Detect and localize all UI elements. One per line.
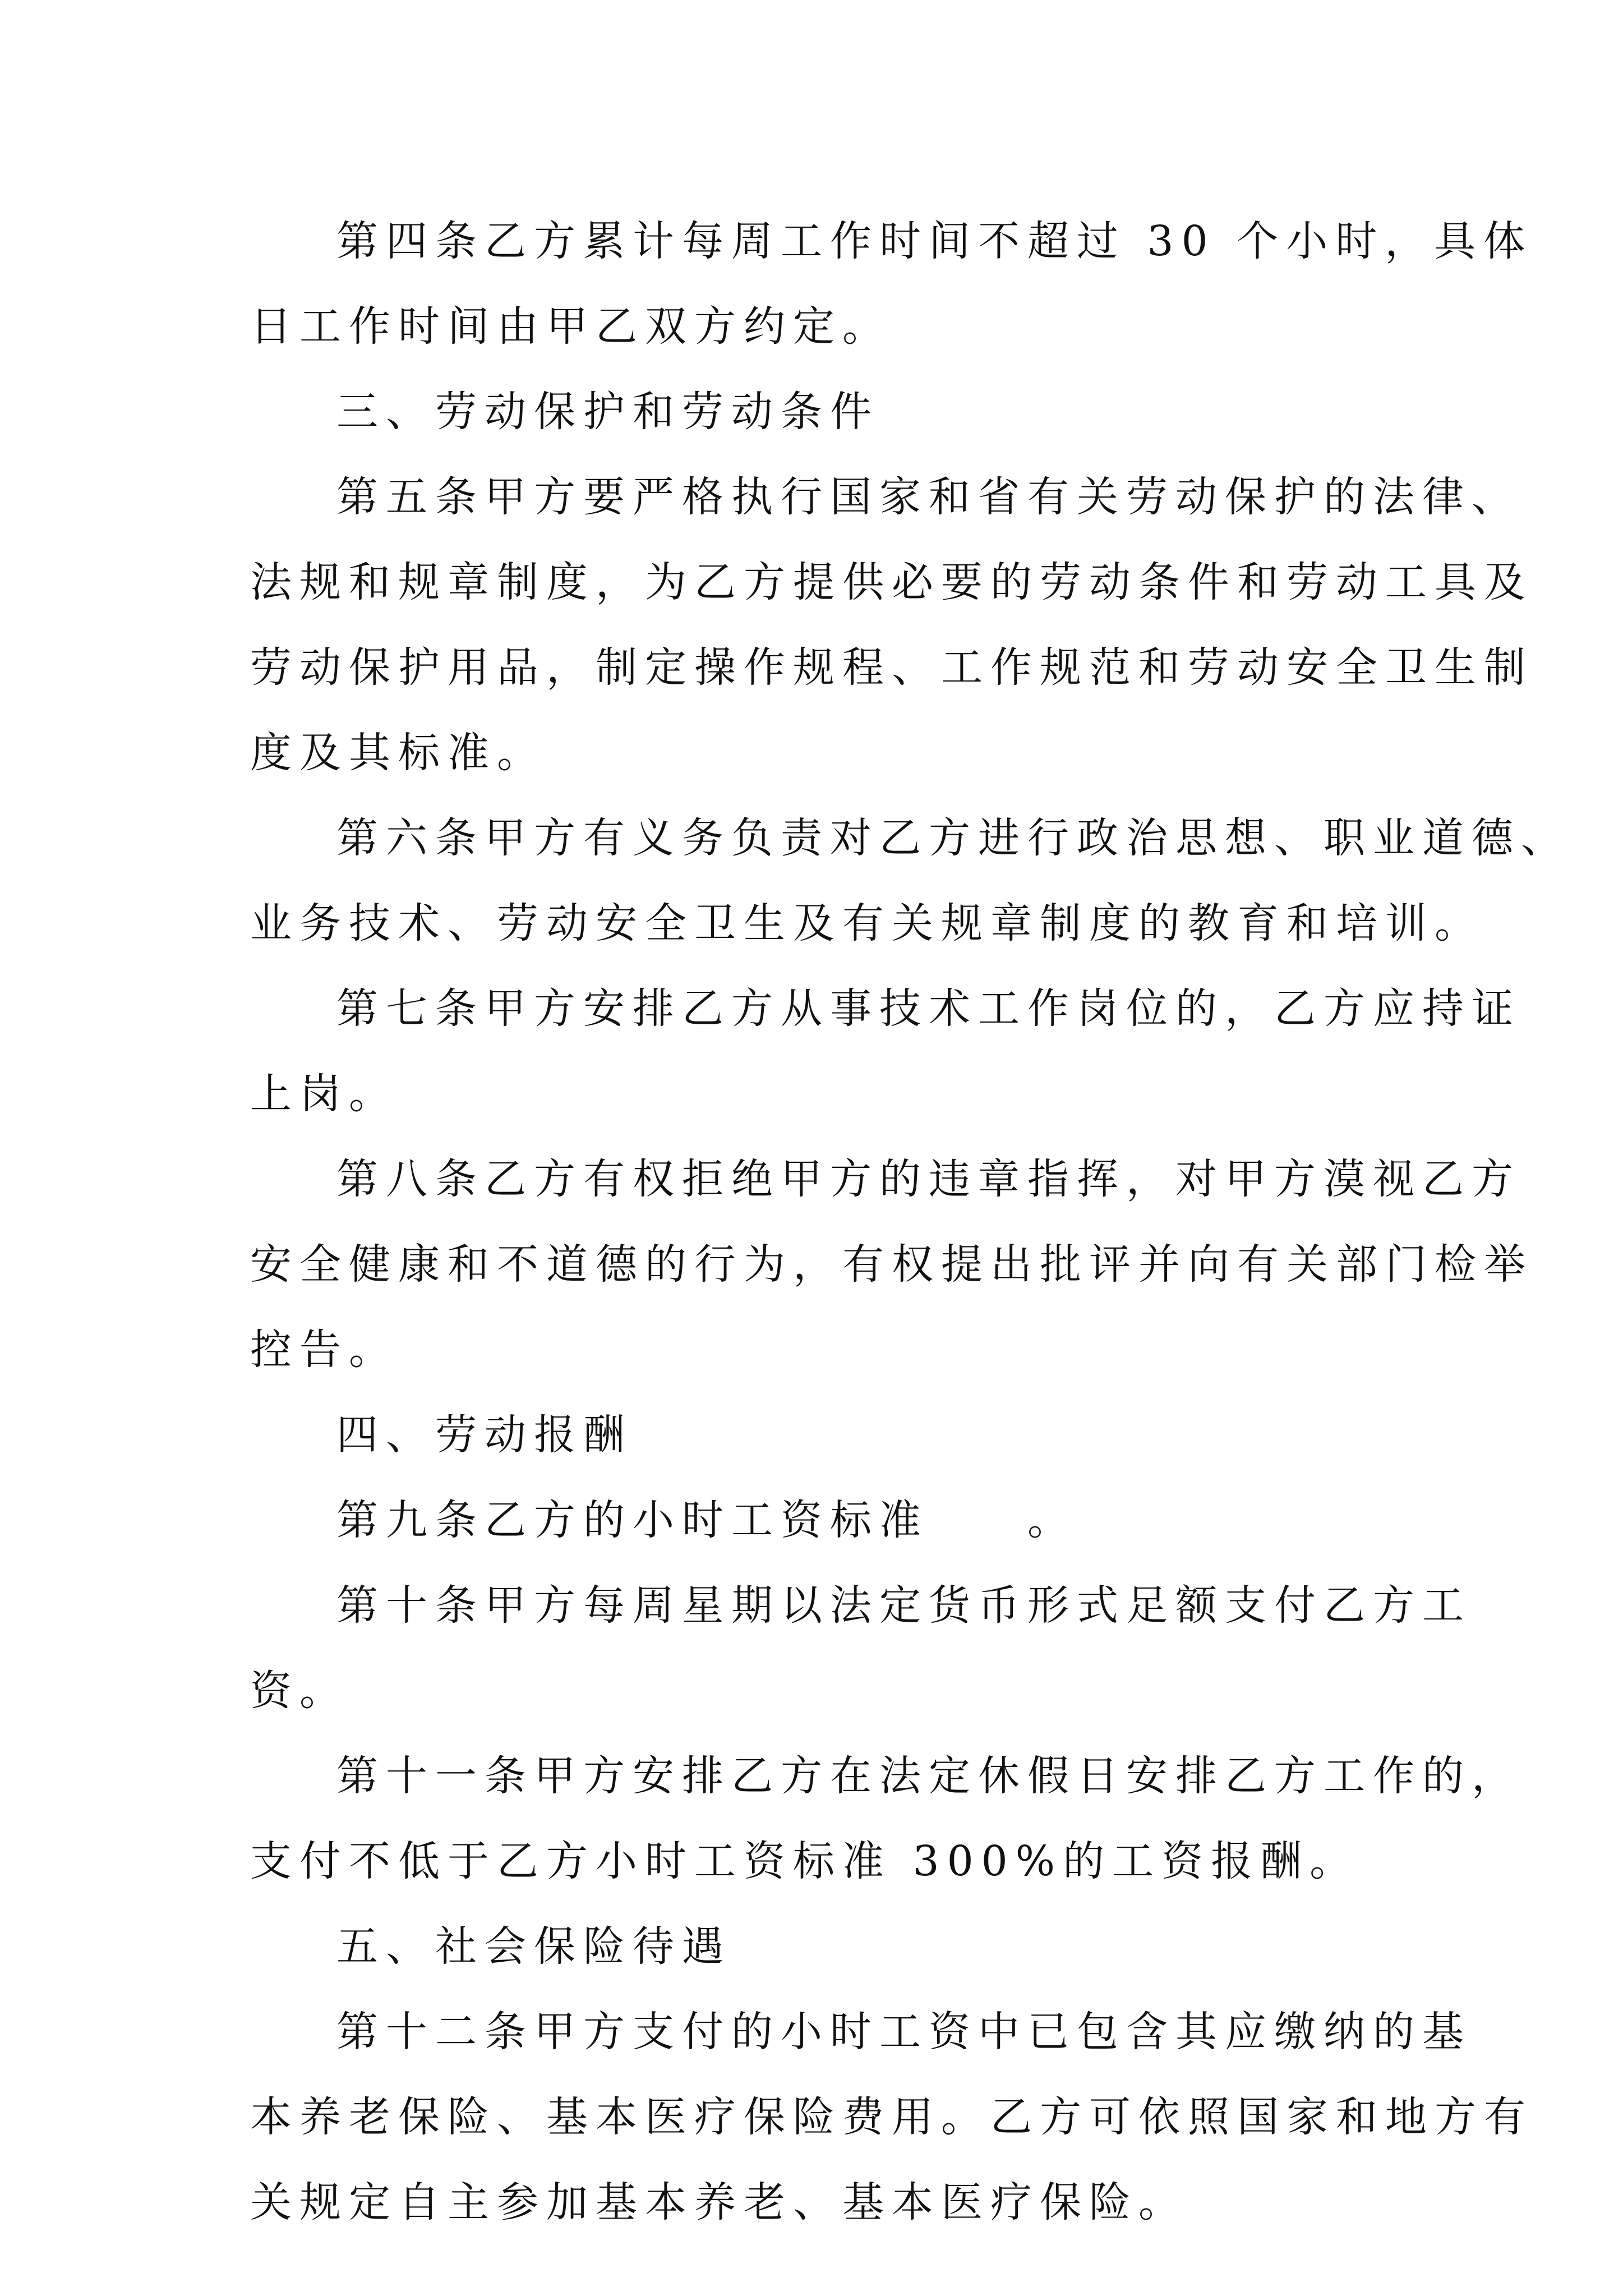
- article-7-line-2: 上岗。: [250, 1070, 398, 1118]
- article-6-line-2: 业务技术、劳动安全卫生及有关规章制度的教育和培训。: [250, 899, 1484, 947]
- article-10-line-1: 第十条甲方每周星期以法定货币形式足额支付乙方工: [336, 1581, 1472, 1630]
- article-11-line-1: 第十一条甲方安排乙方在法定休假日安排乙方工作的，: [336, 1752, 1521, 1800]
- article-12-line-1: 第十二条甲方支付的小时工资中已包含其应缴纳的基: [336, 2008, 1472, 2056]
- article-5-line-3: 劳动保护用品，制定操作规程、工作规范和劳动安全卫生制: [250, 643, 1533, 692]
- article-8-line-3: 控告。: [250, 1326, 398, 1374]
- section-5-heading: 五、社会保险待遇: [336, 1922, 731, 1971]
- article-11-line-2: 支付不低于乙方小时工资标准 300%的工资报酬。: [250, 1837, 1359, 1885]
- article-5-line-4: 度及其标准。: [250, 729, 546, 777]
- section-4-heading: 四、劳动报酬: [336, 1411, 633, 1459]
- article-8-line-1: 第八条乙方有权拒绝甲方的违章指挥，对甲方漠视乙方: [336, 1155, 1521, 1203]
- article-10-line-2: 资。: [250, 1667, 349, 1715]
- article-5-line-2: 法规和规章制度，为乙方提供必要的劳动条件和劳动工具及: [250, 558, 1533, 606]
- article-4-line-2: 日工作时间由甲乙双方约定。: [250, 302, 892, 351]
- article-5-line-1: 第五条甲方要严格执行国家和省有关劳动保护的法律、: [336, 473, 1521, 521]
- article-12-line-3: 关规定自主参加基本养老、基本医疗保险。: [250, 2178, 1188, 2226]
- article-7-line-1: 第七条甲方安排乙方从事技术工作岗位的，乙方应持证: [336, 984, 1521, 1033]
- article-8-line-2: 安全健康和不道德的行为，有权提出批评并向有关部门检举: [250, 1240, 1533, 1289]
- article-6-line-1: 第六条甲方有义务负责对乙方进行政治思想、职业道德、: [336, 814, 1570, 862]
- article-4-line-1: 第四条乙方累计每周工作时间不超过 30 个小时，具体: [336, 217, 1533, 265]
- section-3-heading: 三、劳动保护和劳动条件: [336, 388, 879, 436]
- article-9-line-1: 第九条乙方的小时工资标准 。: [336, 1496, 1077, 1544]
- article-12-line-2: 本养老保险、基本医疗保险费用。乙方可依照国家和地方有: [250, 2093, 1533, 2141]
